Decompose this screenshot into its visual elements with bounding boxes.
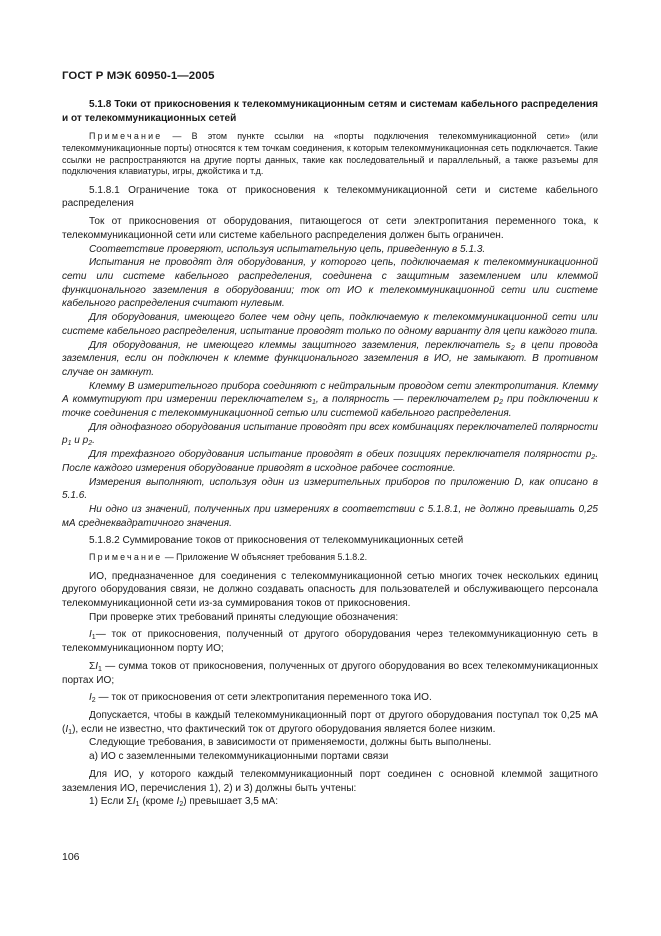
- page-content: [62, 98, 598, 813]
- p8-sub: 2: [591, 454, 596, 462]
- def2-text: — сумма токов от прикосновения, полученных от другого оборудования во всех телекоммуникационных портах ИО;: [62, 660, 598, 686]
- definition-i1: [62, 628, 598, 655]
- p17-symbol: I: [132, 796, 136, 808]
- standard-header: ГОСТ Р МЭК 60950-1—2005: [62, 70, 215, 82]
- note-1-label: Примечание: [89, 131, 163, 142]
- note-2: [62, 552, 598, 564]
- def3-symbol: I: [89, 692, 92, 704]
- paragraph-15: а) ИО с заземленными телекоммуникационными портами связи: [89, 751, 389, 763]
- p17-sub-2: 2: [179, 801, 184, 809]
- paragraph-5: [62, 339, 598, 380]
- p17-symbol-2: I: [176, 796, 180, 808]
- def3-sub: 2: [91, 697, 96, 705]
- p7-text-b: и р: [71, 435, 89, 447]
- paragraph-14: Следующие требования, в зависимости от применяемости, должны быть выполнены.: [89, 737, 492, 749]
- note-1-text: — В этом пункте ссылки на «порты подключения телекоммуникационной сети» (или телекоммуникационные порты) относятся к тем точкам соединения, к которым телекоммуникационная сеть подключается. Такие ссылки не распространяются на другие порты данных, такие как последовательный и параллельный, а также разъемы для подключения клавиатуры, игры, джойстика и т.д.: [62, 131, 598, 177]
- definition-i2: [62, 691, 598, 705]
- p8-text-a: Для трехфазного оборудования испытание проводят в обеих позициях переключателя полярности р: [89, 449, 592, 461]
- paragraph-3: Испытания не проводят для оборудования, у которого цепь, подключаемая к телекоммуникационной сети или системе кабельного распределения, соединена с защитным заземлением или клеммой функционального заземления в оборудовании; ток от ИО к телекоммуникационной сети или системе кабельного распределения считают нулевым.: [62, 257, 598, 310]
- p17-text-a: 1) Если Σ: [89, 796, 133, 808]
- p17-text-c: ) превышает 3,5 мА:: [183, 796, 278, 808]
- note-2-text: — Приложение W объясняет требования 5.1.8.2.: [162, 552, 368, 563]
- note-1: [62, 131, 598, 177]
- paragraph-16: Для ИО, у которого каждый телекоммуникационный порт соединен с основной клеммой защитного заземления ИО, перечисления 1), 2) и 3) должны быть учтены:: [62, 768, 598, 794]
- p17-text-b: (кроме: [139, 796, 177, 808]
- p6-sub-1: 1: [312, 399, 316, 407]
- paragraph-12: При проверке этих требований приняты следующие обозначения:: [89, 611, 399, 623]
- def2-symbol: I: [95, 660, 99, 672]
- p7-text-a: Для однофазного оборудования испытание проводят при всех комбинациях переключателей полярности р: [62, 421, 598, 447]
- subsection-5-1-8-2-title: 5.1.8.2 Суммирование токов от прикосновения от телекоммуникационных сетей: [89, 535, 464, 547]
- paragraph-1: Ток от прикосновения от оборудования, питающегося от сети электропитания переменного тока, к телекоммуникационной сети или системе кабельного распределения должен быть ограничен.: [62, 216, 598, 241]
- section-heading: 5.1.8 Токи от прикосновения к телекоммуникационным сетям и системам кабельного распределения и от телекоммуникационных сетей: [62, 99, 598, 124]
- def1-sub: 1: [91, 634, 96, 642]
- p17-sub: 1: [135, 801, 140, 809]
- p6-text-a: Клемму В измерительного прибора соединяют с нейтральным проводом сети электропитания. Клемму А коммутируют при измерении переключателем s: [62, 380, 598, 406]
- def1-text: — ток от прикосновения, полученный от другого оборудования через телекоммуникационную сеть в телекоммуникационном порту ИО;: [62, 629, 598, 655]
- p13-text-b: ), если не известно, что фактический ток от другого оборудования является более низким.: [72, 723, 496, 735]
- paragraph-2: Соответствие проверяют, используя испытательную цепь, приведенную в 5.1.3.: [89, 243, 486, 255]
- paragraph-11: ИО, предназначенное для соединения с телекоммуникационной сетью многих точек нескольких единиц другого оборудования связи, не должно создавать опасность для пользователей и обслуживающего персонала телекоммуникационной сети из-за суммирования токов от прикосновения.: [62, 570, 598, 610]
- subsection-5-1-8-1-title: 5.1.8.1 Ограничение тока от прикосновения к телекоммуникационной сети и системе кабельного распределения: [62, 184, 598, 210]
- paragraph-13: [62, 709, 598, 736]
- paragraph-17: [62, 795, 598, 809]
- p5-sub: 2: [510, 344, 515, 352]
- def2-sub: 1: [98, 665, 102, 673]
- p13-text-a: Допускается, чтобы в каждый телекоммуникационный порт от другого оборудования поступал ток 0,25 мА (: [62, 709, 598, 735]
- paragraph-7: [62, 421, 598, 448]
- def2-prefix: Σ: [89, 660, 96, 672]
- paragraph-10: Ни одно из значений, полученных при измерениях в соответствии с 5.1.8.1, не должно превышать 0,25 мА среднеквадратичного значения.: [62, 503, 598, 529]
- p7-sub-2: 2: [88, 440, 93, 448]
- p5-text-b: в цепи провода заземления, если он подключен к клемме функционального заземления в ИО, не замыкают. В противном случае он замкнут.: [62, 339, 598, 378]
- p7-sub-1: 1: [67, 440, 72, 448]
- p13-symbol: I: [65, 723, 69, 735]
- paragraph-4: Для оборудования, имеющего более чем одну цепь, подключаемую к телекоммуникационной сети или системе кабельного распределения, испытание проводят только по одному варианту для цепи каждого типа.: [62, 312, 598, 337]
- page-number: 106: [62, 851, 80, 863]
- p5-text-a: Для оборудования, не имеющего клеммы защитного заземления, переключатель s: [89, 339, 511, 351]
- p6-sub-2: 2: [499, 399, 504, 407]
- definition-sum-i1: [62, 660, 598, 687]
- p7-text-c: .: [92, 435, 95, 447]
- p13-sub: 1: [68, 728, 73, 736]
- p6-text-c: при подключении к точке соединения с телекоммуникационной сетью или системой кабельного распределения.: [62, 394, 598, 420]
- paragraph-8: [62, 448, 598, 475]
- def3-text: — ток от прикосновения от сети электропитания переменного тока ИО.: [95, 692, 432, 704]
- paragraph-9: Измерения выполняют, используя один из измерительных приборов по приложению D, как описано в 5.1.6.: [62, 476, 598, 502]
- def1-symbol: I: [89, 629, 92, 641]
- paragraph-6: [62, 380, 598, 421]
- note-2-label: Примечание: [89, 552, 163, 563]
- p8-text-b: . После каждого измерения оборудование приводят в исходное рабочее состояние.: [62, 449, 598, 474]
- p6-text-b: , а полярность — переключателем р: [315, 394, 500, 406]
